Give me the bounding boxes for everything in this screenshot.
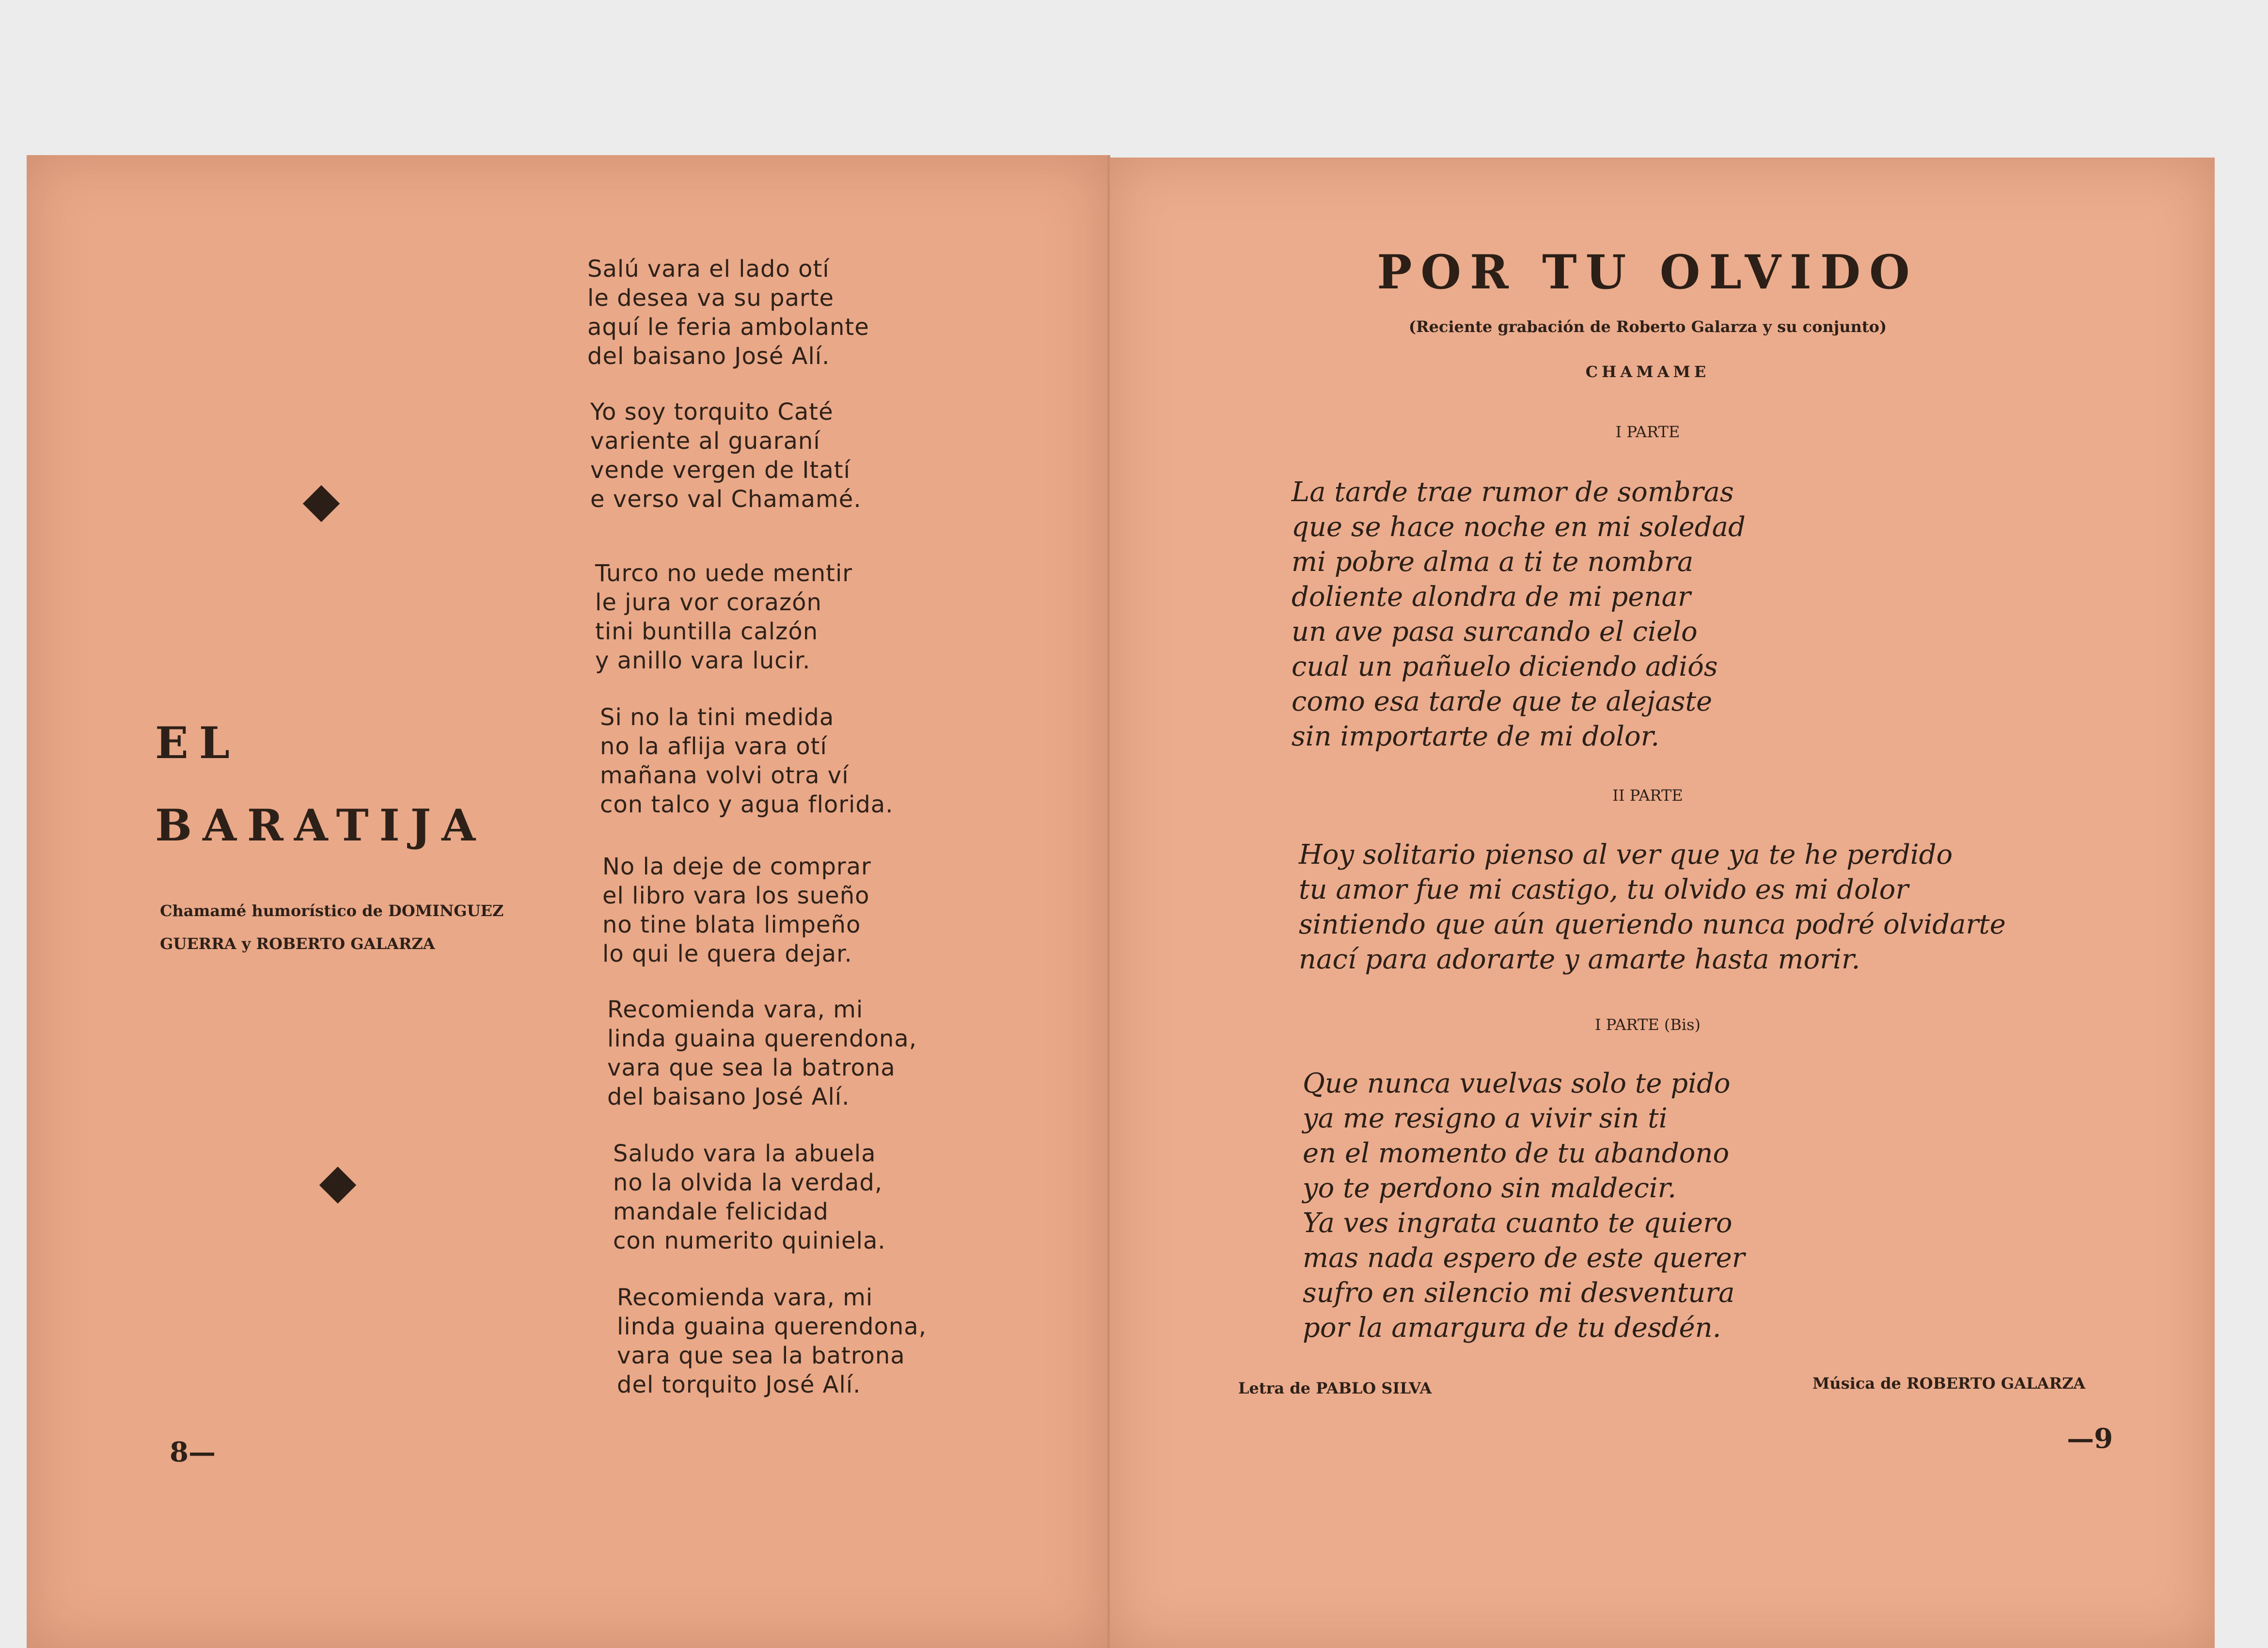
part1-label: I PARTE — [1615, 423, 1680, 441]
verse-line: ya me resigno a vivir sin ti — [1303, 1103, 1668, 1134]
verse-line: del baisano José Alí. — [607, 1083, 850, 1110]
right-page-number: —9 — [2067, 1423, 2113, 1455]
verse-line: el libro vara los sueño — [602, 882, 870, 909]
left-stanza-2 — [590, 397, 862, 514]
left-page-number: 8— — [170, 1436, 216, 1468]
verse-line: Ya ves ingrata cuanto te quiero — [1303, 1207, 1732, 1239]
verse-line: con talco y agua florida. — [600, 791, 894, 818]
verse-line: vende vergen de Itatí — [590, 457, 850, 484]
verse-line: sufro en silencio mi desventura — [1303, 1277, 1735, 1309]
verse-line: le desea va su parte — [587, 285, 835, 312]
left-stanza-6 — [607, 995, 917, 1111]
verse-line: cual un pañuelo diciendo adiós — [1292, 651, 1718, 682]
left-stanza-3 — [595, 559, 852, 675]
right-title: POR TU OLVIDO — [1377, 245, 1919, 300]
verse-line: Saludo vara la abuela — [613, 1140, 876, 1167]
genre-label: CHAMAME — [1585, 363, 1710, 381]
verse-line: tini buntilla calzón — [595, 618, 819, 645]
verse-line: del torquito José Alí. — [617, 1371, 861, 1398]
verse-line: por la amargura de tu desdén. — [1303, 1312, 1721, 1344]
verse-line: no la aflija vara otí — [600, 733, 827, 760]
verse-line: tu amor fue mi castigo, tu olvido es mi dolor — [1299, 874, 1909, 905]
verse-line: un ave pasa surcando el cielo — [1292, 616, 1698, 648]
left-stanza-4 — [600, 703, 893, 819]
verse-line: con numerito quiniela. — [613, 1227, 886, 1254]
verse-line: Turco no uede mentir — [595, 560, 853, 587]
verse-line: no la olvida la verdad, — [613, 1169, 883, 1196]
verse-line: mandale felicidad — [613, 1198, 829, 1225]
lyrics-credit: Letra de PABLO SILVA — [1238, 1379, 1432, 1397]
verse-line: lo qui le quera dejar. — [602, 940, 852, 967]
part1-stanza — [1292, 475, 1746, 754]
verse-line: linda guaina querendona, — [617, 1313, 927, 1340]
right-subtitle: (Reciente grabación de Roberto Galarza y su conjunto) — [1408, 317, 1887, 336]
verse-line: mañana volvi otra ví — [600, 762, 849, 789]
left-stanza-1 — [587, 254, 869, 371]
part2-label: II PARTE — [1612, 786, 1683, 805]
verse-line: y anillo vara lucir. — [595, 647, 811, 674]
verse-line: Hoy solitario pienso al ver que ya te he perdido — [1299, 839, 1953, 871]
verse-line: Recomienda vara, mi — [607, 996, 864, 1023]
verse-line: sintiendo que aún queriendo nunca podré olvidarte — [1299, 909, 2006, 940]
verse-line: aquí le feria ambolante — [587, 314, 869, 341]
part3-label: I PARTE (Bis) — [1594, 1015, 1701, 1034]
part2-stanza — [1299, 838, 2006, 977]
verse-line: yo te perdono sin maldecir. — [1303, 1173, 1677, 1204]
verse-line: Recomienda vara, mi — [617, 1284, 873, 1311]
left-stanza-5 — [602, 852, 871, 968]
verse-line: No la deje de comprar — [602, 853, 871, 880]
left-stanza-8 — [617, 1283, 927, 1399]
music-credit: Música de ROBERTO GALARZA — [1812, 1374, 2086, 1393]
verse-line: sin importarte de mi dolor. — [1292, 721, 1660, 752]
verse-line: doliente alondra de mi penar — [1292, 581, 1691, 613]
verse-line: mi pobre alma a ti te nombra — [1292, 546, 1694, 578]
left-title-el: EL — [155, 717, 240, 769]
verse-line: en el momento de tu abandono — [1303, 1138, 1730, 1169]
verse-line: e verso val Chamamé. — [590, 486, 862, 513]
verse-line: Si no la tini medida — [600, 704, 835, 731]
left-credit-line2: GUERRA y ROBERTO GALARZA — [160, 935, 435, 953]
verse-line: como esa tarde que te alejaste — [1292, 686, 1713, 717]
verse-line: La tarde trae rumor de sombras — [1292, 476, 1734, 508]
verse-line: no tine blata limpeño — [602, 911, 861, 938]
verse-line: Yo soy torquito Caté — [590, 398, 834, 426]
verse-line: Salú vara el lado otí — [587, 255, 830, 283]
verse-line: vara que sea la batrona — [617, 1342, 905, 1369]
left-credit-line1: Chamamé humorístico de DOMINGUEZ — [160, 902, 504, 920]
left-stanza-7 — [613, 1139, 886, 1255]
verse-line: nací para adorarte y amarte hasta morir. — [1299, 944, 1860, 975]
verse-line: le jura vor corazón — [595, 589, 822, 616]
left-title-baratija: BARATIJA — [155, 800, 487, 851]
verse-line: mas nada espero de este querer — [1303, 1242, 1745, 1274]
verse-line: que se hace noche en mi soledad — [1292, 511, 1746, 543]
verse-line: Que nunca vuelvas solo te pido — [1303, 1068, 1731, 1099]
part3-stanza — [1303, 1066, 1745, 1346]
verse-line: variente al guaraní — [590, 428, 820, 455]
verse-line: linda guaina querendona, — [607, 1025, 917, 1052]
verse-line: del baisano José Alí. — [587, 343, 830, 370]
verse-line: vara que sea la batrona — [607, 1054, 896, 1081]
